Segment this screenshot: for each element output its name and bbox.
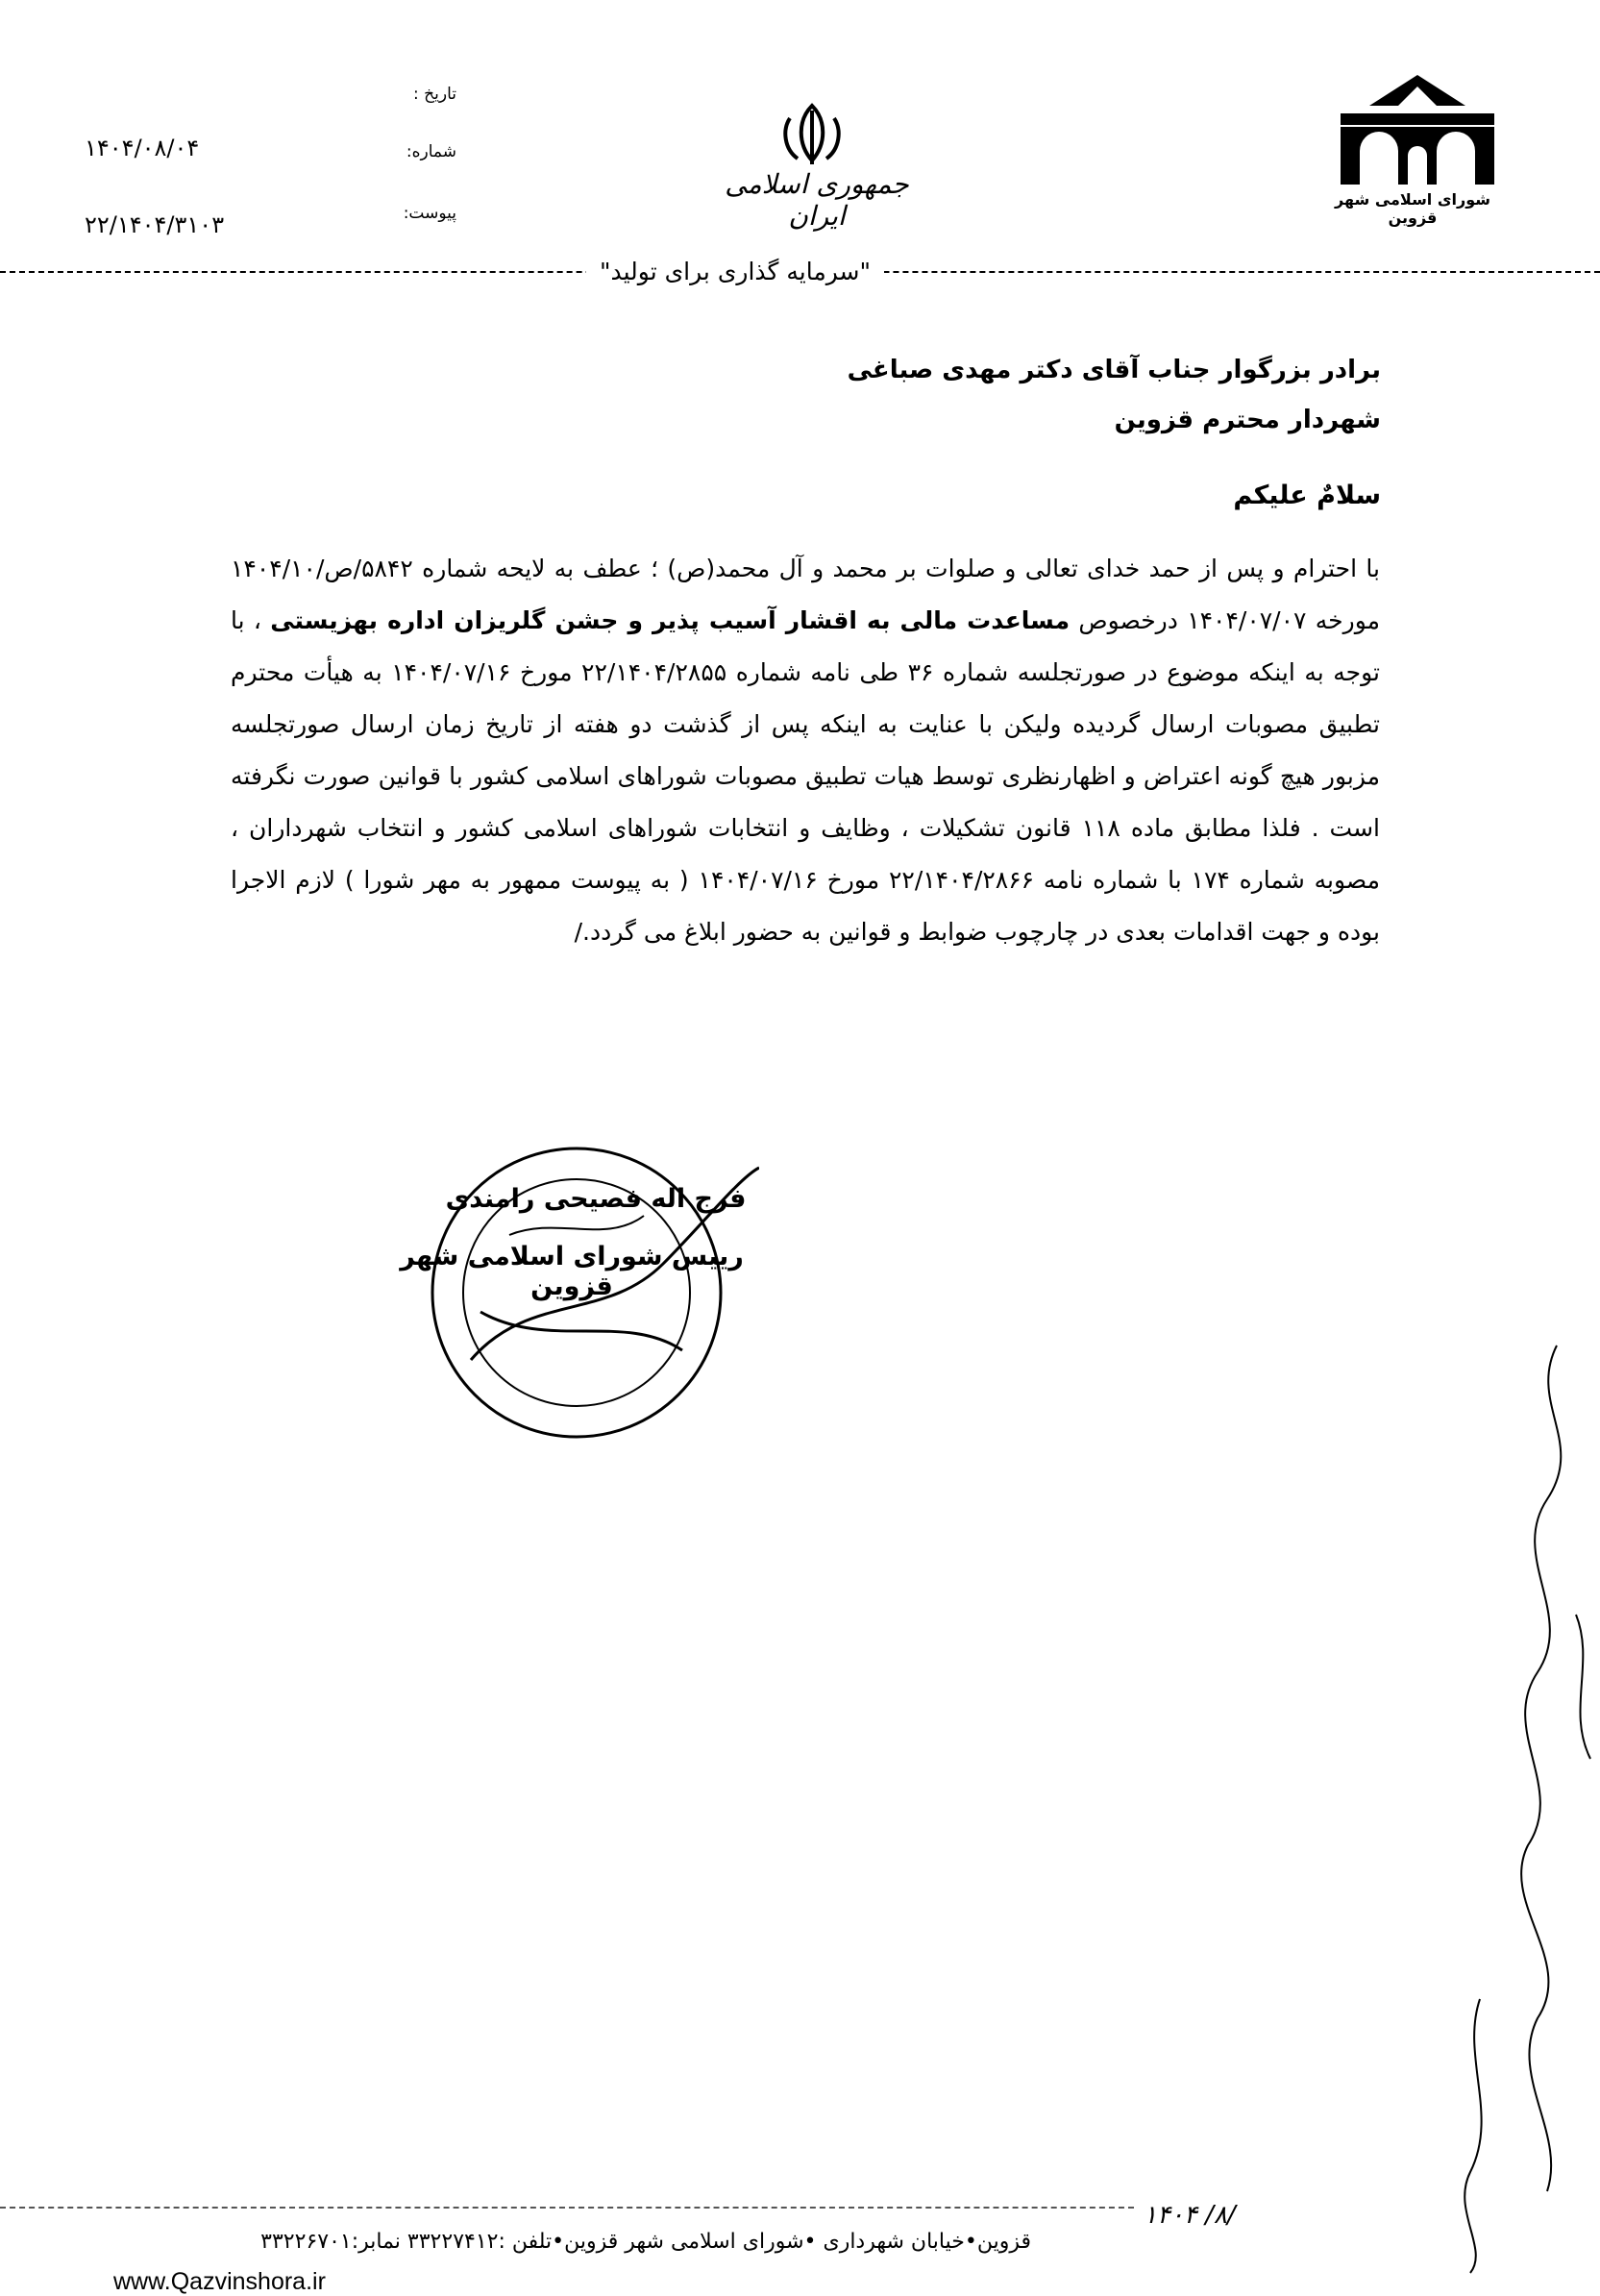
handwritten-scribble [1441,1326,1600,2278]
handwritten-note: /۸/ ۱۴۰۴ [1144,2201,1236,2230]
body-text-part-1: با احترام و پس از حمد خدای تعالی و صلوات بر محمد و آل محمد(ص) ؛ عطف به لایحه شماره ۵۸۴۲/ص/۱۴۰۴/۱۰ مورخه ۱۴۰۴/۰۷/۰۷ درخصوص [231,555,1381,634]
date-label: تاریخ : [413,85,456,104]
emblem-caption: جمهوری اسلامی ایران [725,168,909,232]
date-value: ۱۴۰۴/۰۸/۰۴ [85,135,200,161]
number-label: شماره: [406,142,456,161]
footer-address: قزوین•خیابان شهرداری •شورای اسلامی شهر قزوین•تلفن :۳۳۲۲۷۴۱۲ نمابر:۳۳۲۲۶۷۰۱ [260,2230,1031,2254]
scribble-icon [1441,1326,1600,2278]
body-text-part-2: ، با توجه به اینکه موضوع در صورتجلسه شماره ۳۶ طی نامه شماره ۲۲/۱۴۰۴/۲۸۵۵ مورخ ۱۴۰۴/۰۷/۱۶ به هیأت محترم تطبیق مصوبات ارسال گردیده ولیکن با عنایت به اینکه پس از گذشت دو هفته از تاریخ زمان ارسال صورتجلسه مزبور هیچ گونه اعتراض و اظهارنظری توسط هیات تطبیق مصوبات شوراهای اسلامی کشور با قوانین صورت نگرفته است . فلذا مطابق ماده ۱۱۸ قانون تشکیلات ، وظایف و انتخابات شوراهای اسلامی کشور و انتخاب شهرداران ، مصوبه شماره ۱۷۴ با شماره نامه ۲۲/۱۴۰۴/۲۸۶۶ مورخ ۱۴۰۴/۰۷/۱۶ ( به پیوست ممهور به مهر شورا ) لازم الاجرا بوده و جهت اقدامات بعدی در چارچوب ضوابط و قوانین به حضور ابلاغ می گردد./ [231,606,1381,946]
footer-website[interactable]: www.Qazvinshora.ir [113,2268,326,2295]
number-value: ۲۲/۱۴۰۴/۳۱۰۳ [85,211,225,238]
signatory-name: فرج اله فصیحی رامندی [445,1184,747,1214]
salutation: سلامٌ علیکم [1233,481,1381,510]
footer-divider [0,2207,1134,2210]
iran-emblem-icon [769,101,855,168]
slogan: "سرمایه گذاری برای تولید" [586,258,884,285]
attachment-label: پیوست: [403,204,456,223]
addressee-line-1: برادر بزرگوار جناب آقای دکتر مهدی صباغی [847,356,1381,384]
body-subject-bold: مساعدت مالی به اقشار آسیب پذیر و جشن گلریزان اداره بهزیستی [270,606,1071,634]
signatory-title: رییس شورای اسلامی شهر قزوین [400,1242,744,1301]
logo-caption: شورای اسلامی شهر قزوین [1335,190,1490,227]
addressee-line-2: شهردار محترم قزوین [1114,406,1381,434]
letter-body [231,543,1380,958]
qazvin-city-council-logo-icon [1321,67,1514,192]
